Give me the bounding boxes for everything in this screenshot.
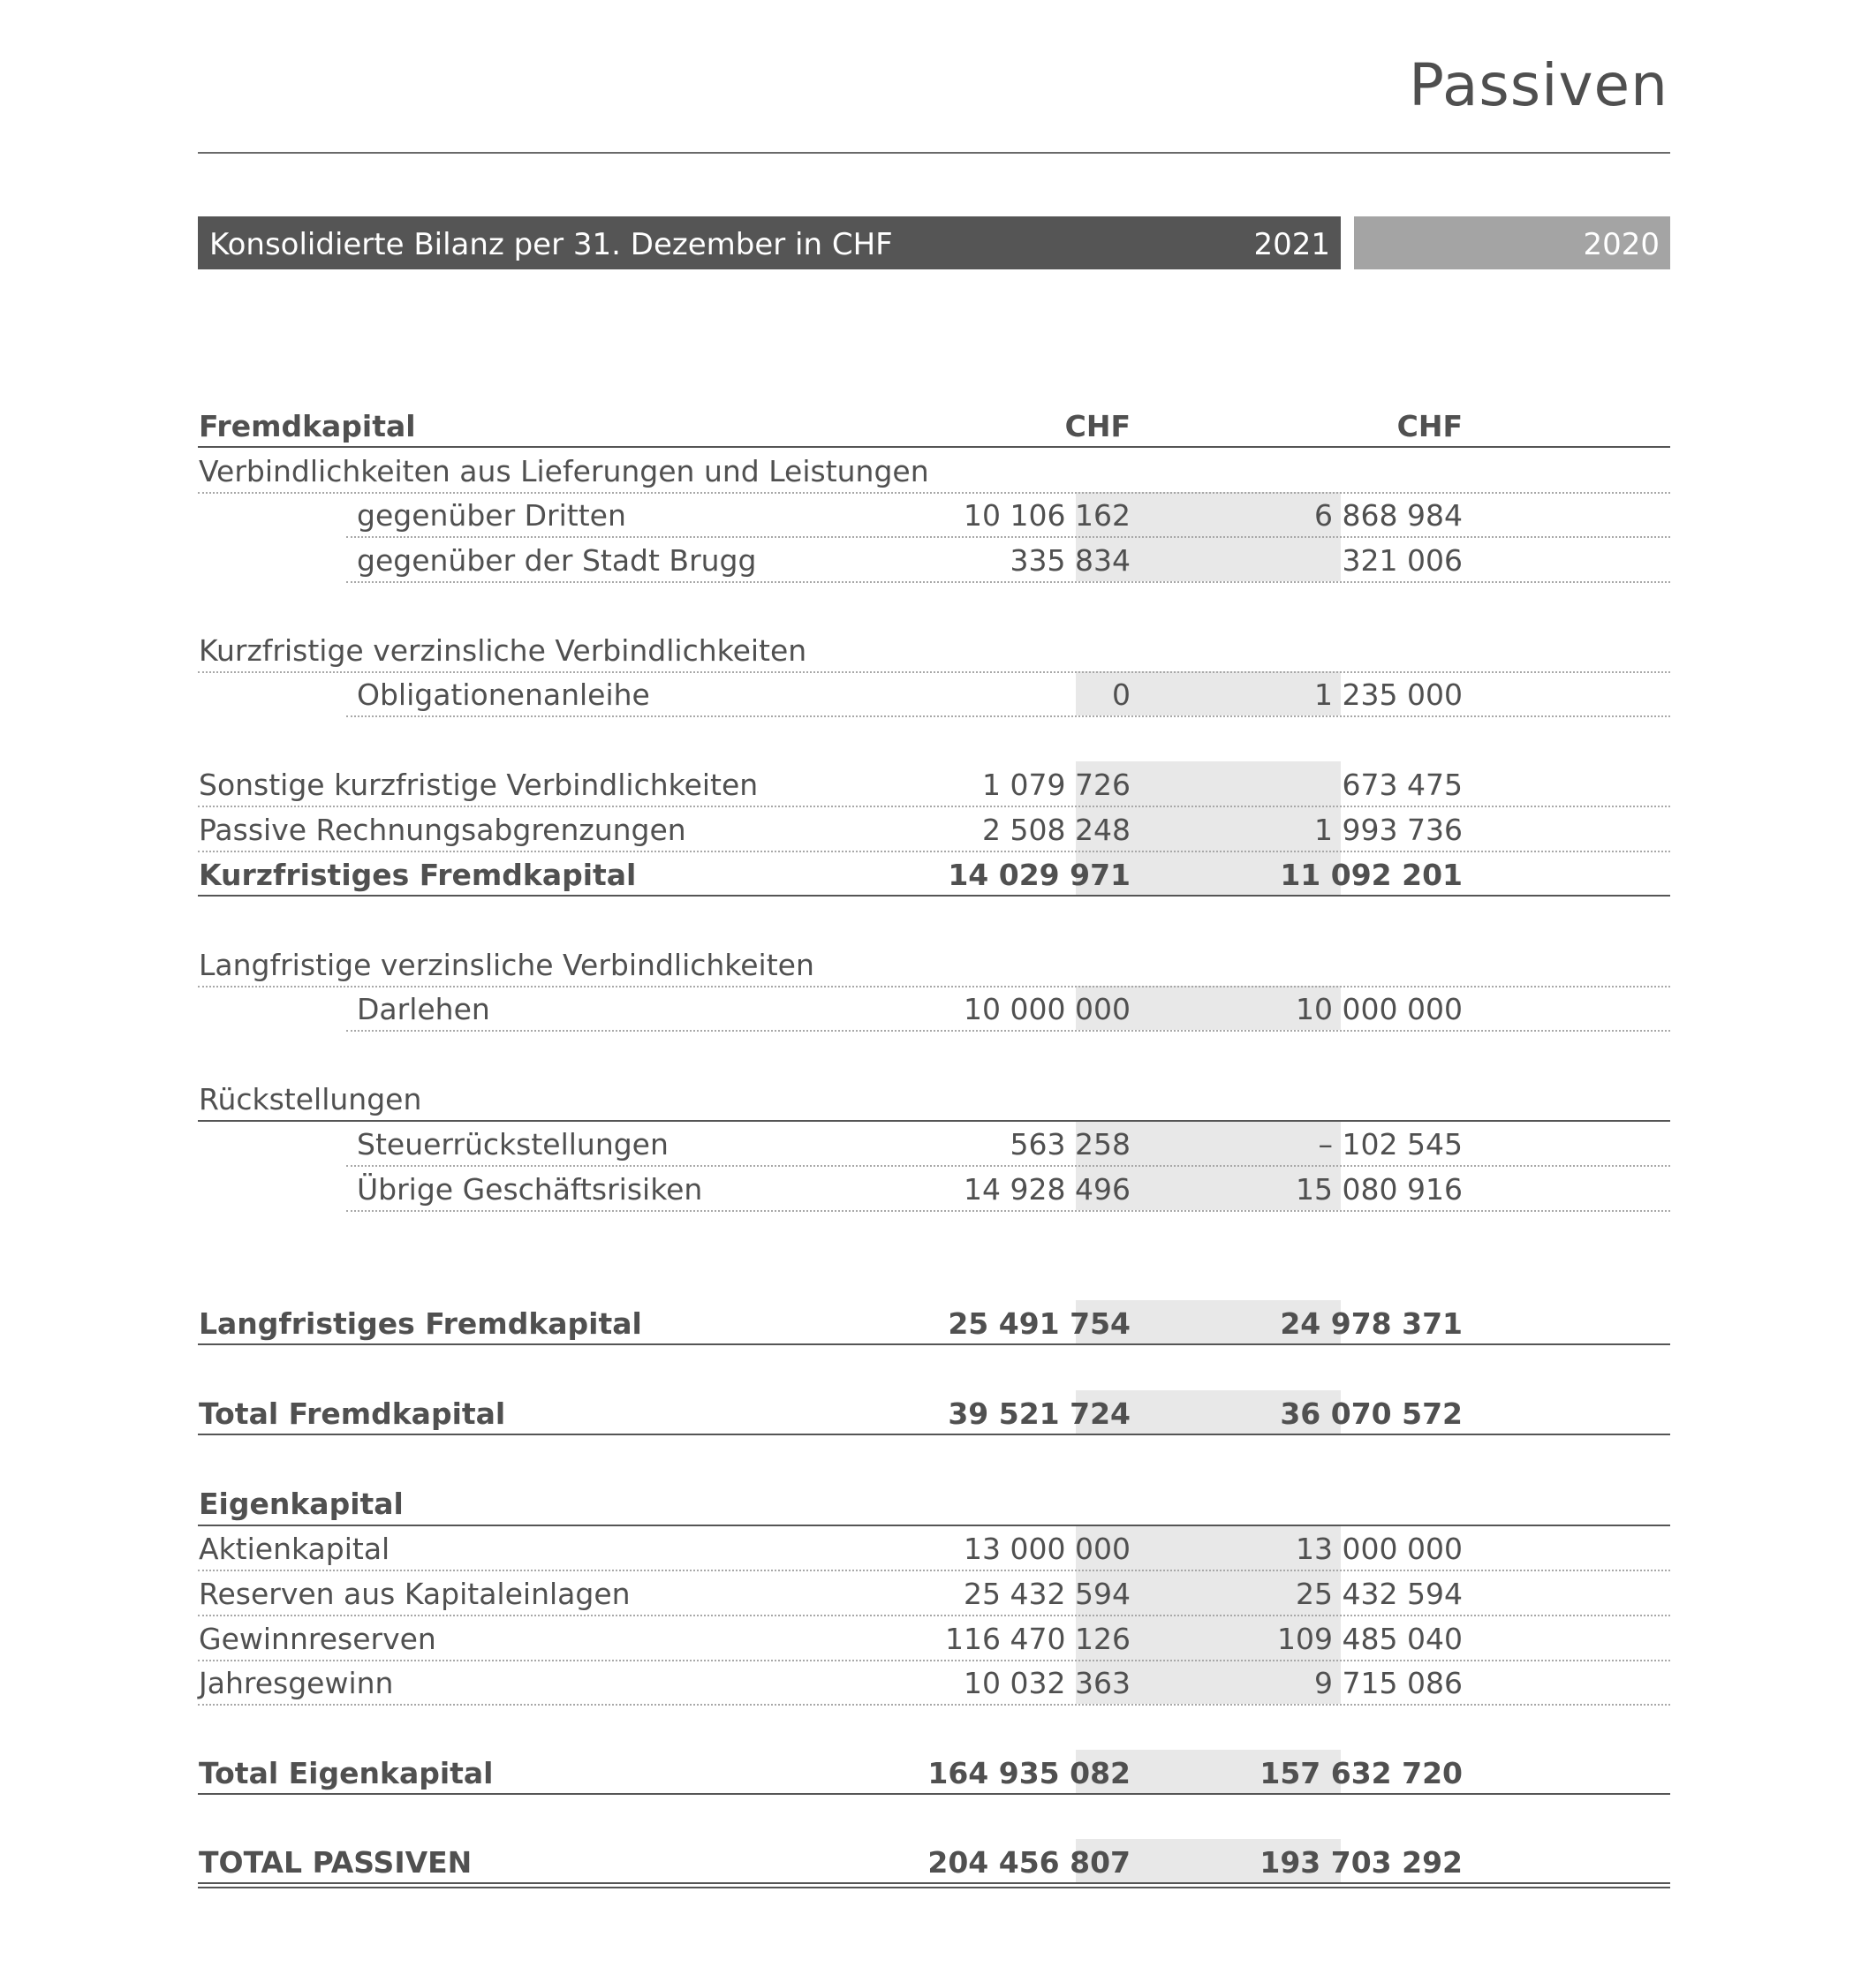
value-2021: 563 258	[1010, 1127, 1131, 1162]
section-label: Fremdkapital	[199, 409, 416, 443]
value-2021: 335 834	[1010, 543, 1131, 578]
row-rule	[346, 1030, 1670, 1032]
table-row	[0, 671, 1876, 716]
value-2021: 164 935 082	[927, 1756, 1131, 1790]
value-2020: 1 235 000	[1314, 677, 1463, 712]
total-row	[0, 1750, 1876, 1795]
group-label-row	[0, 1076, 1876, 1121]
row-label: Kurzfristiges Fremdkapital	[199, 858, 637, 892]
value-2021: 0	[1112, 677, 1131, 712]
value-2020: 36 070 572	[1280, 1396, 1463, 1431]
row-label: Kurzfristige verzinsliche Verbindlichkeiten	[199, 633, 807, 668]
row-label: Rückstellungen	[199, 1082, 422, 1116]
row-rule	[198, 1704, 1670, 1706]
value-2020: 321 006	[1342, 543, 1463, 578]
row-label: Reserven aus Kapitaleinlagen	[199, 1577, 631, 1611]
group-label-row	[0, 448, 1876, 493]
value-2021: 14 029 971	[948, 858, 1131, 892]
currency-2021: CHF	[1064, 409, 1131, 443]
row-label: Darlehen	[357, 992, 490, 1026]
year-current: 2021	[1253, 227, 1330, 262]
row-rule	[346, 715, 1670, 717]
row-rule	[198, 895, 1670, 897]
value-2021: 10 000 000	[964, 992, 1131, 1026]
row-label: Verbindlichkeiten aus Lieferungen und Leistungen	[199, 454, 929, 488]
value-2020: 9 715 086	[1314, 1666, 1463, 1700]
value-2020: 673 475	[1342, 768, 1463, 802]
row-label: Total Eigenkapital	[199, 1756, 494, 1790]
table-row	[0, 806, 1876, 851]
row-label: Steuerrückstellungen	[357, 1127, 669, 1162]
row-label: Aktienkapital	[199, 1532, 390, 1566]
total-row	[0, 1390, 1876, 1435]
title-divider	[198, 152, 1670, 154]
year-previous: 2020	[1583, 227, 1660, 262]
table-caption: Konsolidierte Bilanz per 31. Dezember in CHF	[209, 227, 893, 262]
value-2021: 25 432 594	[964, 1577, 1131, 1611]
value-2020: – 102 545	[1318, 1127, 1463, 1162]
grand-total-row	[0, 1839, 1876, 1884]
section-label: Eigenkapital	[199, 1487, 404, 1521]
row-rule	[346, 581, 1670, 583]
row-label: Langfristiges Fremdkapital	[199, 1306, 642, 1341]
row-label: Langfristige verzinsliche Verbindlichkeiten	[199, 948, 814, 982]
value-2021: 1 079 726	[982, 768, 1131, 802]
row-label: Sonstige kurzfristige Verbindlichkeiten	[199, 768, 759, 802]
row-label: Übrige Geschäftsrisiken	[357, 1172, 703, 1207]
table-header-current	[198, 216, 1341, 269]
row-label: TOTAL PASSIVEN	[199, 1845, 473, 1880]
value-2020: 109 485 040	[1277, 1622, 1463, 1656]
value-2020: 24 978 371	[1280, 1306, 1463, 1341]
value-2020: 10 000 000	[1296, 992, 1463, 1026]
value-2020: 157 632 720	[1259, 1756, 1463, 1790]
row-rule	[198, 1434, 1670, 1435]
row-label: gegenüber Dritten	[357, 498, 626, 533]
row-rule	[346, 1210, 1670, 1212]
value-2020: 13 000 000	[1296, 1532, 1463, 1566]
section-heading-eigenkapital	[0, 1480, 1876, 1525]
value-2021: 204 456 807	[927, 1845, 1131, 1880]
value-2021: 39 521 724	[948, 1396, 1131, 1431]
value-2020: 15 080 916	[1296, 1172, 1463, 1207]
currency-2020: CHF	[1396, 409, 1463, 443]
row-label: Passive Rechnungsabgrenzungen	[199, 813, 686, 847]
table-row	[0, 986, 1876, 1031]
value-2021: 2 508 248	[982, 813, 1131, 847]
value-2020: 6 868 984	[1314, 498, 1463, 533]
row-rule	[198, 1343, 1670, 1345]
row-label: Total Fremdkapital	[199, 1396, 506, 1431]
value-2021: 10 106 162	[964, 498, 1131, 533]
value-2021: 25 491 754	[948, 1306, 1131, 1341]
value-2020: 11 092 201	[1280, 858, 1463, 892]
table-row	[0, 492, 1876, 537]
table-row	[0, 1616, 1876, 1661]
subtotal-row	[0, 851, 1876, 897]
row-rule	[198, 1793, 1670, 1795]
value-2020: 1 993 736	[1314, 813, 1463, 847]
value-2021: 14 928 496	[964, 1172, 1131, 1207]
page-title: Passiven	[1409, 51, 1668, 119]
group-label-row	[0, 627, 1876, 672]
table-header-previous	[1354, 216, 1670, 269]
value-2020: 25 432 594	[1296, 1577, 1463, 1611]
value-2021: 116 470 126	[945, 1622, 1131, 1656]
row-label: Gewinnreserven	[199, 1622, 436, 1656]
row-label: gegenüber der Stadt Brugg	[357, 543, 757, 578]
table-row	[0, 1660, 1876, 1705]
table-row	[0, 1525, 1876, 1570]
subtotal-row	[0, 1300, 1876, 1345]
table-row	[0, 1166, 1876, 1211]
row-label: Obligationenanleihe	[357, 677, 650, 712]
value-2021: 10 032 363	[964, 1666, 1131, 1700]
table-row	[0, 1570, 1876, 1616]
row-label: Jahresgewinn	[199, 1666, 394, 1700]
value-2021: 13 000 000	[964, 1532, 1131, 1566]
value-2020: 193 703 292	[1259, 1845, 1463, 1880]
section-heading-fremdkapital	[0, 403, 1876, 448]
table-row	[0, 1121, 1876, 1166]
group-label-row	[0, 942, 1876, 987]
double-rule	[198, 1882, 1670, 1888]
table-row	[0, 761, 1876, 806]
table-row	[0, 537, 1876, 582]
